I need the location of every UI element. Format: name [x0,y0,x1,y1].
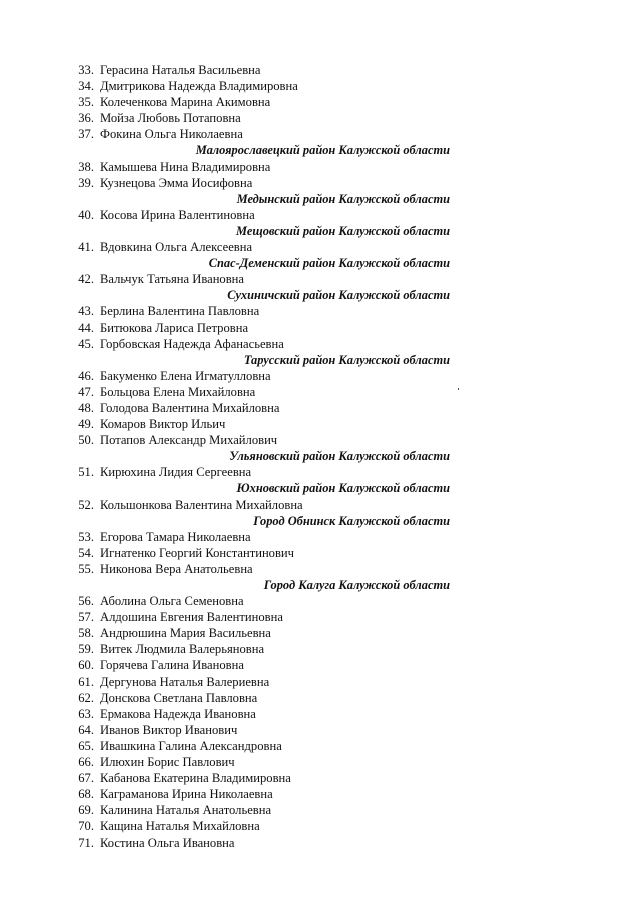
list-item-name: Фокина Ольга Николаевна [100,127,243,142]
list-item [0,110,640,126]
list-item [0,754,640,770]
list-item [0,175,640,191]
list-item-name: Вальчук Татьяна Ивановна [100,272,245,287]
list-item [0,690,640,706]
list-item [0,706,640,722]
list-item [0,529,640,545]
list-item [0,78,640,94]
list-item-number: 46. [78,368,94,383]
list-item [0,159,640,175]
list-item [0,416,640,432]
list-item-number: 40. [78,207,94,222]
list-item-number: 61. [78,674,94,689]
list-item-name: Егорова Тамара Николаевна [100,529,251,544]
list-item [0,126,640,142]
list-item-number: 57. [78,610,94,625]
list-item-name: Колеченкова Марина Акимовна [100,95,271,110]
list-item [0,94,640,110]
list-item [0,432,640,448]
list-item-name: Витек Людмила Валерьяновна [100,642,265,657]
list-item [0,625,640,641]
list-item-name: Калинина Наталья Анатольевна [100,803,272,818]
list-item-number: 59. [78,642,94,657]
list-item-number: 42. [78,272,94,287]
list-item-number: 45. [78,336,94,351]
district-heading [0,142,640,158]
list-item [0,271,640,287]
list-item-name: Андрюшина Мария Васильевна [100,626,271,641]
list-item [0,818,640,834]
district-heading [0,352,640,368]
list-item [0,303,640,319]
list-item-number: 58. [78,626,94,641]
list-item-number: 36. [78,111,94,126]
list-item-number: 55. [78,561,94,576]
list-item-number: 34. [78,79,94,94]
list-item-name: Дергунова Наталья Валериевна [100,674,270,689]
list-item-number: 53. [78,529,94,544]
list-item [0,464,640,480]
district-heading [0,255,640,271]
list-item-name: Алдошина Евгения Валентиновна [100,610,283,625]
list-item-name: Дмитрикова Надежда Владимировна [100,79,298,94]
district-heading [0,577,640,593]
list-item-name: Каграманова Ирина Николаевна [100,787,273,802]
scan-speck [458,388,459,390]
list-item-name: Берлина Валентина Павловна [100,304,260,319]
list-item-name: Вдовкина Ольга Алексеевна [100,240,253,255]
list-item-number: 44. [78,320,94,335]
list-item-number: 70. [78,819,94,834]
list-item [0,62,640,78]
list-item [0,802,640,818]
list-item-number: 39. [78,175,94,190]
district-heading-text: Мещовский район Калужской области [236,223,450,238]
district-heading [0,480,640,496]
list-item-number: 54. [78,545,94,560]
list-item-name: Кольшонкова Валентина Михайловна [100,497,303,512]
list-item-number: 33. [78,63,94,77]
list-item [0,657,640,673]
district-heading-text: Город Калуга Калужской области [263,578,450,592]
list-item [0,786,640,802]
list-item-name: Кирюхина Лидия Сергеевна [100,465,252,480]
list-item [0,593,640,609]
list-item-name: Костина Ольга Ивановна [100,835,235,850]
list-item-name: Илюхин Борис Павлович [100,755,235,770]
list-item-name: Кузнецова Эмма Иосифовна [100,175,253,190]
district-heading [0,223,640,239]
district-heading-text: Тарусский район Калужской области [243,352,450,367]
list-item [0,368,640,384]
district-heading-text: Спас-Деменский район Калужской области [208,256,450,271]
list-item [0,674,640,690]
list-item-number: 62. [78,690,94,705]
list-item [0,207,640,223]
list-item-number: 41. [78,240,94,255]
district-heading-text: Малоярославецкий район Калужской области [195,143,450,158]
list-item-name: Битюкова Лариса Петровна [100,320,249,335]
list-item-number: 35. [78,95,94,110]
list-item-number: 51. [78,465,94,480]
list-item-number: 56. [78,594,94,609]
list-item [0,770,640,786]
list-item-number: 43. [78,304,94,319]
list-item-name: Мойза Любовь Потаповна [100,111,241,126]
list-item-name: Потапов Александр Михайлович [100,433,278,448]
list-item-name: Кабанова Екатерина Владимировна [100,771,291,786]
district-heading-text: Сухиничский район Калужской области [227,288,450,303]
list-item-number: 49. [78,417,94,432]
district-heading-text: Ульяновский район Калужской области [229,449,450,464]
list-item-name: Кащина Наталья Михайловна [100,819,260,834]
list-item [0,641,640,657]
list-item-name: Косова Ирина Валентиновна [100,207,255,222]
district-heading [0,191,640,207]
list-item-name: Донскова Светлана Павловна [100,690,258,705]
list-item-number: 52. [78,497,94,512]
district-heading [0,287,640,303]
district-heading-text: Медынский район Калужской области [236,191,450,206]
list-item-number: 65. [78,738,94,753]
list-item [0,384,640,400]
list-item-number: 66. [78,755,94,770]
list-item-name: Ивашкина Галина Александровна [100,738,282,753]
list-item [0,336,640,352]
list-item-name: Аболина Ольга Семеновна [100,594,244,609]
list-item-name: Комаров Виктор Ильич [100,417,226,432]
list-item [0,609,640,625]
list-item-name: Бакуменко Елена Игматулловна [100,368,271,383]
list-item [0,561,640,577]
list-item-name: Герасина Наталья Васильевна [100,63,261,77]
list-item-name: Никонова Вера Анатольевна [100,561,253,576]
district-heading-text: Город Обнинск Калужской области [253,513,450,528]
list-item [0,320,640,336]
list-item-number: 69. [78,803,94,818]
list-item-number: 60. [78,658,94,673]
list-item-number: 37. [78,127,94,142]
list-item [0,738,640,754]
list-item-name: Ермакова Надежда Ивановна [100,706,256,721]
list-item-number: 64. [78,722,94,737]
list-item-number: 50. [78,433,94,448]
list-item-number: 67. [78,771,94,786]
list-item-number: 68. [78,787,94,802]
list-item [0,835,640,851]
list-item-number: 48. [78,400,94,415]
list-item-name: Больцова Елена Михайловна [100,384,256,399]
list-item [0,545,640,561]
list-item-name: Игнатенко Георгий Константинович [100,545,295,560]
list-item-number: 47. [78,384,94,399]
list-item-name: Иванов Виктор Иванович [100,722,238,737]
list-item [0,400,640,416]
list-item-name: Горячева Галина Ивановна [100,658,244,673]
list-item-name: Камышева Нина Владимировна [100,159,271,174]
list-item [0,239,640,255]
list-item-number: 38. [78,159,94,174]
list-item-name: Горбовская Надежда Афанасьевна [100,336,284,351]
district-heading [0,513,640,529]
document-list [0,62,640,851]
list-item [0,722,640,738]
list-item-number: 63. [78,706,94,721]
list-item-number: 71. [78,835,94,850]
district-heading [0,448,640,464]
list-item-name: Голодова Валентина Михайловна [100,400,280,415]
list-item [0,497,640,513]
district-heading-text: Юхновский район Калужской области [236,481,450,496]
